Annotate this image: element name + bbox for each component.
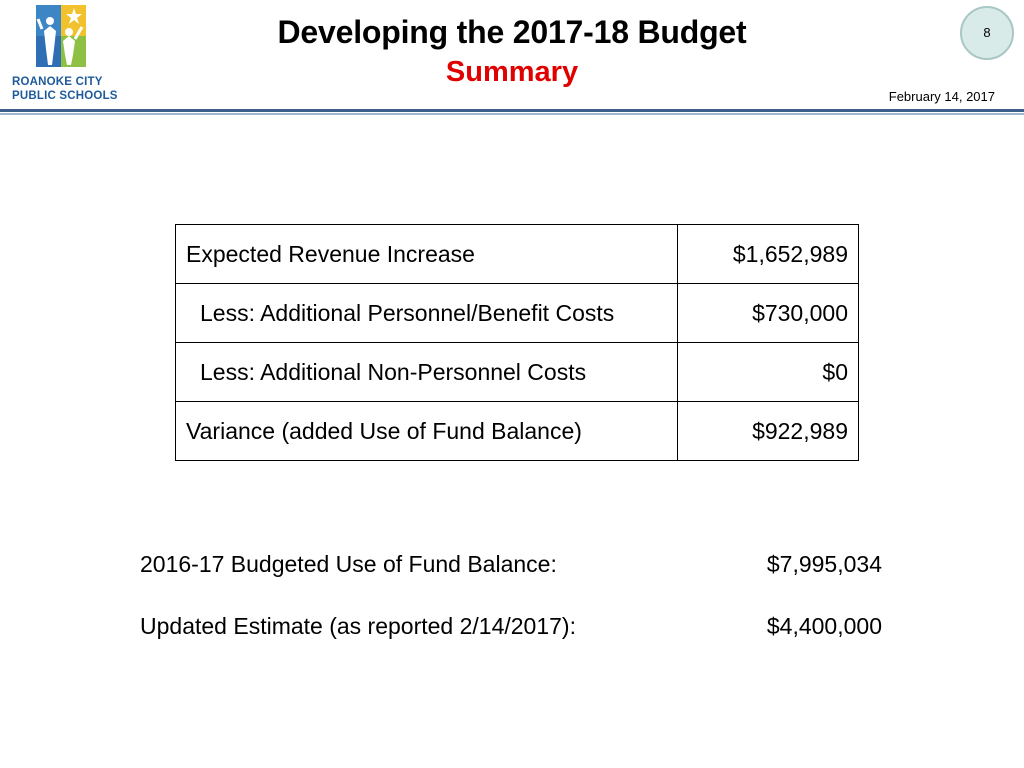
slide-date: February 14, 2017 — [888, 89, 995, 104]
row-amount: $730,000 — [678, 284, 859, 343]
table-row — [176, 343, 859, 402]
header-divider-accent — [0, 113, 1024, 115]
logo-text-line2: PUBLIC SCHOOLS — [12, 90, 118, 102]
updated-estimate-label: Updated Estimate (as reported 2/14/2017): — [140, 613, 576, 639]
header-divider — [0, 109, 1024, 112]
row-amount: $922,989 — [678, 402, 859, 461]
row-label: Less: Additional Non-Personnel Costs — [176, 343, 678, 402]
row-label: Less: Additional Personnel/Benefit Costs — [176, 284, 678, 343]
table-row — [176, 402, 859, 461]
slide-title: Developing the 2017-18 Budget — [277, 14, 747, 50]
page-number-badge: 8 — [960, 6, 1014, 60]
table-row — [176, 225, 859, 284]
row-amount: $0 — [678, 343, 859, 402]
row-amount: $1,652,989 — [678, 225, 859, 284]
logo-text-line1: ROANOKE CITY — [12, 76, 103, 88]
budget-table — [175, 224, 859, 461]
row-label: Expected Revenue Increase — [176, 225, 678, 284]
updated-estimate-value: $4,400,000 — [766, 613, 882, 639]
budgeted-fund-balance-value: $7,995,034 — [766, 551, 882, 577]
row-label: Variance (added Use of Fund Balance) — [176, 402, 678, 461]
budgeted-fund-balance-label: 2016-17 Budgeted Use of Fund Balance: — [140, 551, 557, 577]
table-row — [176, 284, 859, 343]
slide-subtitle: Summary — [445, 56, 579, 88]
